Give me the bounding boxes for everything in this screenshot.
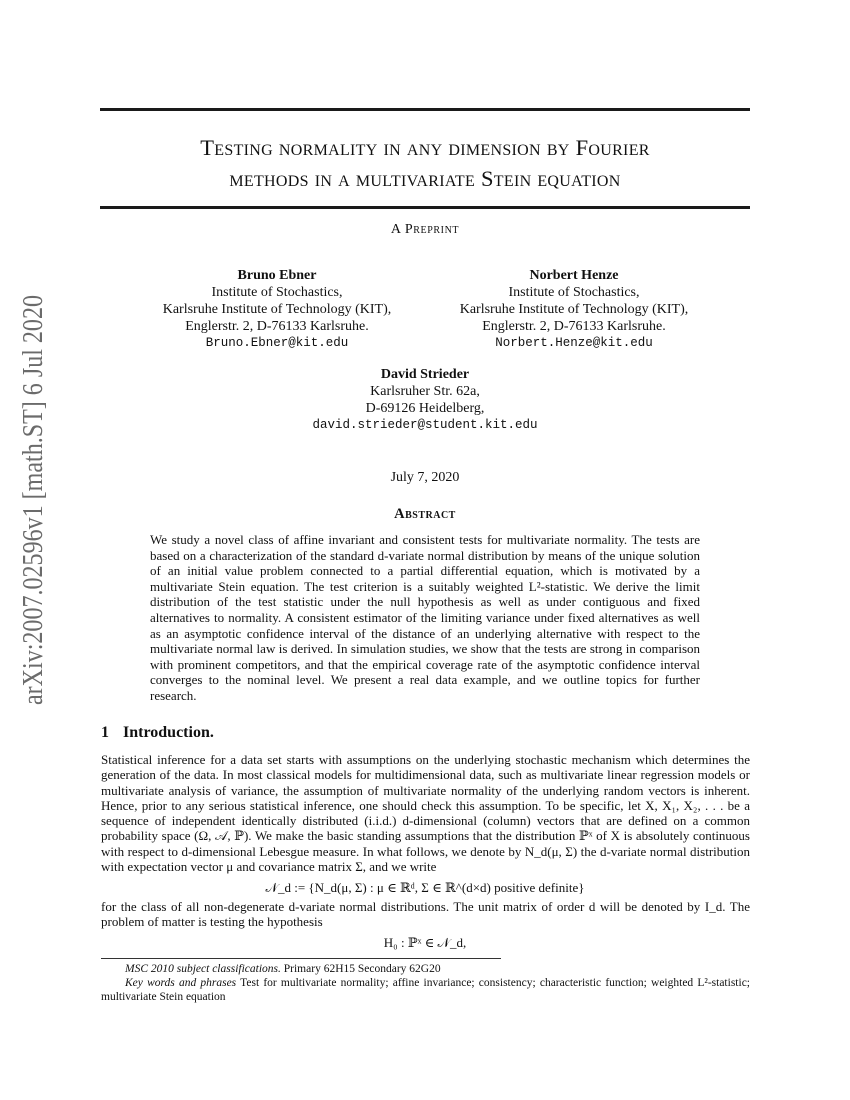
- footnote-label: Key words and phrases: [125, 977, 237, 989]
- author-address: Englerstr. 2, D-76133 Karlsruhe.: [185, 319, 369, 334]
- author-address: Karlsruher Str. 62a,: [370, 384, 480, 399]
- author-name: Bruno Ebner: [237, 268, 317, 283]
- abstract-text: We study a novel class of affine invariant and consistent tests for multivariate normality. The tests are based on a characterization of the standard d-variate normal distribution by means of the unique solution of an initial value problem connected to a partial differential equation, which is motivated by a multivariate Stein equation. The test criterion is a suitably weighted L²-statistic. We derive the limit distribution of the test statistic under the null hypothesis as well as under contiguous and fixed alternatives to normality. A consistent estimator of the limiting variance under fixed alternatives as well as an asymptotic confidence interval of the distance of an underlying alternative with respect to the multivariate normal law is derived. In simulation studies, we show that the tests are strong in comparison with prominent competitors, and that the empirical coverage rate of the asymptotic confidence interval converges to the nominal level. We present a real data example, and we outline topics for further research.: [150, 532, 700, 703]
- footnote-label: MSC 2010 subject classifications.: [125, 963, 281, 975]
- author-email[interactable]: Norbert.Henze@kit.edu: [495, 336, 653, 350]
- author-email[interactable]: Bruno.Ebner@kit.edu: [205, 336, 349, 350]
- footnote-rule: [101, 958, 501, 959]
- paper-title: [100, 132, 750, 194]
- intro-paragraph: Statistical inference for a data set starts with assumptions on the underlying stochastic mechanism which determines the generation of the data. In most classical models for multidimensional data, such as multivariate linear regression models or multivariate analysis of variance, the assumption of multivariate normality of the underlying random vectors is inherent. Hence, prior to any serious statistical inference, one should check this assumption. To be specific, let X, X₁, X₂, . . . be a sequence of independent identically distributed (i.i.d.) d-dimensional (column) vectors that are defined on a common probability space (Ω, 𝒜, ℙ). We make the basic standing assumptions that the distribution ℙˣ of X is absolutely continuous with respect to d-dimensional Lebesgue measure. In what follows, we denote by N_d(μ, Σ) the d-variate normal distribution with expectation vector μ and covariance matrix Σ, and we write: [101, 752, 750, 875]
- author-email[interactable]: david.strieder@student.kit.edu: [312, 418, 538, 432]
- title-rule-top: [100, 108, 750, 111]
- author-block-2: [424, 267, 724, 352]
- section-heading: [101, 724, 214, 742]
- abstract-heading: Abstract: [394, 506, 456, 522]
- arxiv-identifier: arXiv:2007.02596v1 [math.ST] 6 Jul 2020: [18, 227, 49, 705]
- intro-paragraph-2: for the class of all non-degenerate d-variate normal distributions. The unit matrix of order d will be denoted by I_d. The problem of matter is testing the hypothesis: [101, 899, 750, 930]
- author-affiliation: Karlsruhe Institute of Technology (KIT),: [162, 302, 392, 317]
- author-affiliation: Institute of Stochastics,: [211, 285, 343, 300]
- equation-normal-class: 𝒩_d := {N_d(μ, Σ) : μ ∈ ℝᵈ, Σ ∈ ℝ^(d×d) positive definite}: [265, 880, 585, 895]
- author-name: Norbert Henze: [529, 268, 619, 283]
- section-title: Introduction.: [123, 724, 214, 741]
- footnote-msc: [101, 962, 750, 976]
- footnote-text: Test for multivariate normality; affine invariance; consistency; characteristic function; weighted L²-statistic; multivariate Stein equation: [101, 977, 750, 1003]
- section-number: 1: [101, 724, 109, 741]
- title-line-2: methods in a multivariate Stein equation: [229, 166, 621, 191]
- equation-hypothesis: H₀ : ℙˣ ∈ 𝒩_d,: [383, 935, 467, 950]
- author-address: Englerstr. 2, D-76133 Karlsruhe.: [482, 319, 666, 334]
- footnote-text: Primary 62H15 Secondary 62G20: [283, 963, 441, 975]
- title-line-1: Testing normality in any dimension by Fourier: [200, 135, 650, 160]
- author-block-3: [275, 366, 575, 434]
- author-block-1: [127, 267, 427, 352]
- paper-date: July 7, 2020: [390, 470, 460, 485]
- arxiv-side-stamp: [0, 0, 60, 1100]
- footnote-keywords: [101, 976, 750, 1004]
- author-affiliation: Institute of Stochastics,: [508, 285, 640, 300]
- author-address: D-69126 Heidelberg,: [365, 401, 485, 416]
- author-affiliation: Karlsruhe Institute of Technology (KIT),: [459, 302, 689, 317]
- title-rule-bottom: [100, 206, 750, 209]
- preprint-label: A Preprint: [390, 222, 460, 237]
- author-name: David Strieder: [380, 367, 470, 382]
